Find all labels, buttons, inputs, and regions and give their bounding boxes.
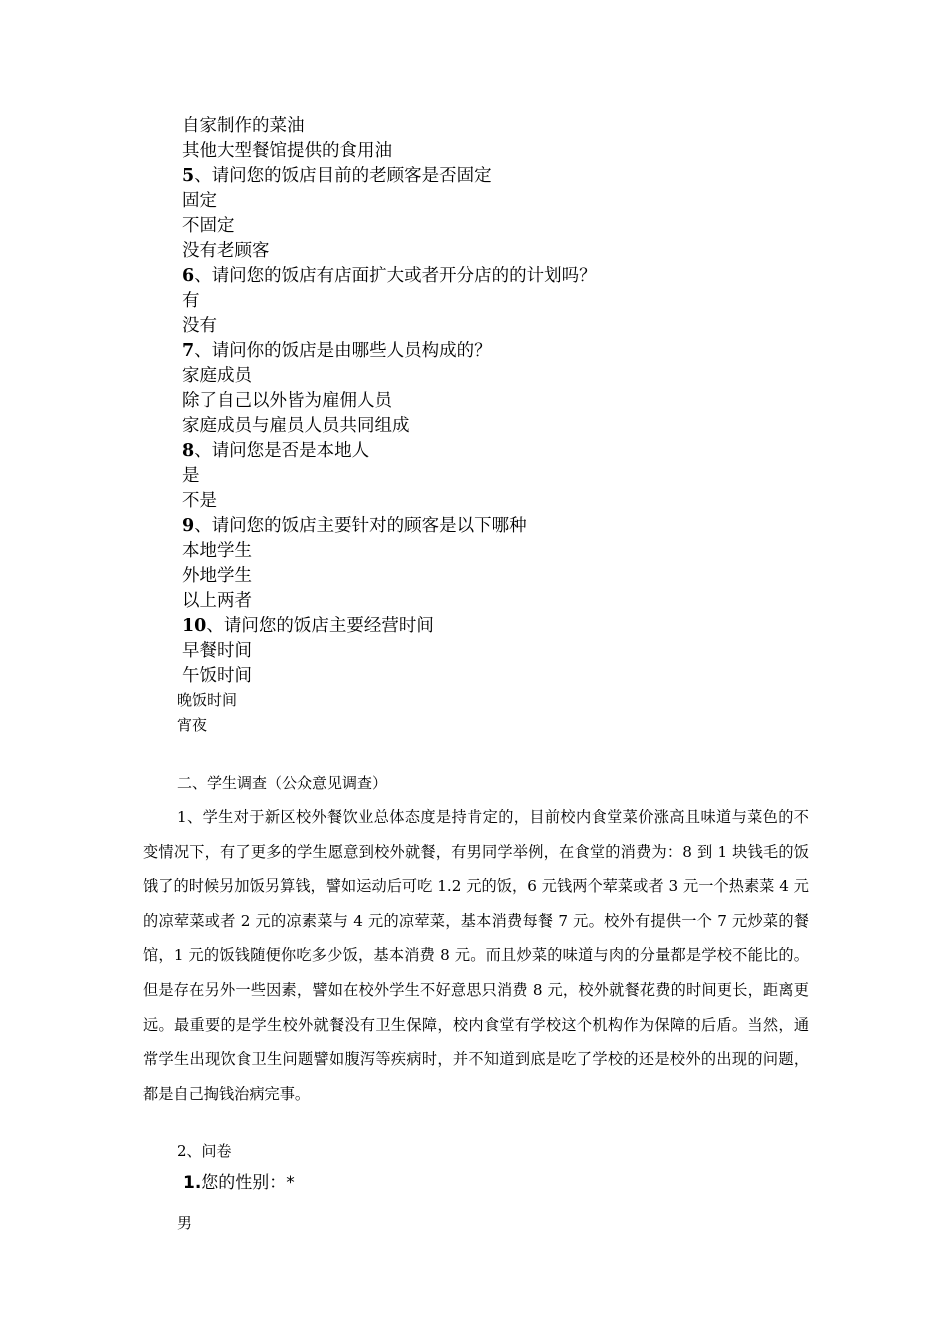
question-number: 10	[182, 616, 207, 636]
option-text: 早餐时间	[182, 641, 252, 661]
survey-option	[182, 589, 252, 614]
survey-option	[182, 139, 392, 164]
option-text: 没有老顾客	[182, 241, 270, 261]
question-number: 9	[182, 516, 195, 536]
question-text: 、请问您的饭店有店面扩大或者开分店的的计划吗？	[194, 266, 597, 286]
option-text: 家庭成员	[182, 366, 252, 386]
survey-option	[182, 189, 217, 214]
option-text: 有	[182, 291, 200, 311]
survey-option	[182, 564, 252, 589]
option-text: 没有	[182, 316, 217, 336]
survey-option	[182, 214, 235, 239]
survey-option	[182, 364, 252, 389]
survey-question	[182, 339, 492, 364]
question-number: 5	[182, 166, 195, 186]
option-male: 男	[177, 1214, 193, 1232]
survey-question	[182, 264, 597, 289]
question-text: 、请问您的饭店主要针对的顾客是以下哪种	[194, 516, 527, 536]
question-text: 、请问您是否是本地人	[194, 441, 370, 461]
survey-option	[182, 639, 252, 664]
question-text: 您的性别：*	[201, 1173, 295, 1193]
option-text: 自家制作的菜油	[182, 116, 305, 136]
survey-option	[182, 489, 217, 514]
survey-option	[182, 539, 252, 564]
question-number: 6	[182, 266, 195, 286]
option-text: 不固定	[182, 216, 235, 236]
question-text: 、请问你的饭店是由哪些人员构成的？	[194, 341, 492, 361]
survey-option	[182, 464, 200, 489]
survey-question	[182, 614, 434, 639]
survey-option	[182, 664, 252, 689]
questionnaire-heading: 2、问卷	[177, 1142, 232, 1160]
question-number: 7	[182, 341, 195, 361]
question-number: 1.	[183, 1173, 202, 1193]
survey-option	[182, 389, 392, 414]
survey-question	[182, 514, 527, 539]
question-text: 、请问您的饭店目前的老顾客是否固定	[194, 166, 492, 186]
section-heading-student-survey: 二、学生调查（公众意见调查）	[177, 774, 388, 792]
survey-option	[182, 114, 305, 139]
option-text: 外地学生	[182, 566, 252, 586]
survey-option	[182, 414, 410, 439]
option-text: 以上两者	[182, 591, 252, 611]
question-gender	[183, 1168, 295, 1193]
survey-option	[182, 314, 217, 339]
option-text: 家庭成员与雇员人员共同组成	[182, 416, 410, 436]
survey-question	[182, 439, 369, 464]
student-survey-paragraph: 1、学生对于新区校外餐饮业总体态度是持肯定的，目前校内食堂菜价涨高且味道与菜色的不变情况下，有了更多的学生愿意到校外就餐，有男同学举例，在食堂的消费为：8 到 1 块钱毛的饭饿了的时候另加饭另算钱，譬如运动后可吃 1.2 元的饭，6 元钱两个荤菜或者 3 元一个热素菜 4 元的凉荤菜或者 2 元的凉素菜与 4 元的凉荤菜，基本消费每餐 7 元。校外有提供一个 7 元炒菜的餐馆，1 元的饭钱随便你吃多少饭，基本消费 8 元。而且炒菜的味道与肉的分量都是学校不能比的。但是存在另外一些因素，譬如在校外学生不好意思只消费 8 元，校外就餐花费的时间更长，距离更远。最重要的是学生校外就餐没有卫生保障，校内食堂有学校这个机构作为保障的后盾。当然，通常学生出现饮食卫生问题譬如腹泻等疾病时，并不知道到底是吃了学校的还是校外的出现的问题，都是自己掏钱治病完事。	[143, 808, 809, 1103]
survey-option	[182, 289, 200, 314]
option-text: 是	[182, 466, 200, 486]
question-text: 、请问您的饭店主要经营时间	[206, 616, 434, 636]
option-text: 不是	[182, 491, 217, 511]
option-late-night: 宵夜	[177, 716, 208, 734]
option-text: 除了自己以外皆为雇佣人员	[182, 391, 392, 411]
survey-option	[182, 239, 270, 264]
option-text: 午饭时间	[182, 666, 252, 686]
option-text: 其他大型餐馆提供的食用油	[182, 141, 392, 161]
survey-question	[182, 164, 492, 189]
option-text: 固定	[182, 191, 217, 211]
option-dinner-time: 晚饭时间	[177, 691, 238, 709]
question-number: 8	[182, 441, 195, 461]
option-text: 本地学生	[182, 541, 252, 561]
